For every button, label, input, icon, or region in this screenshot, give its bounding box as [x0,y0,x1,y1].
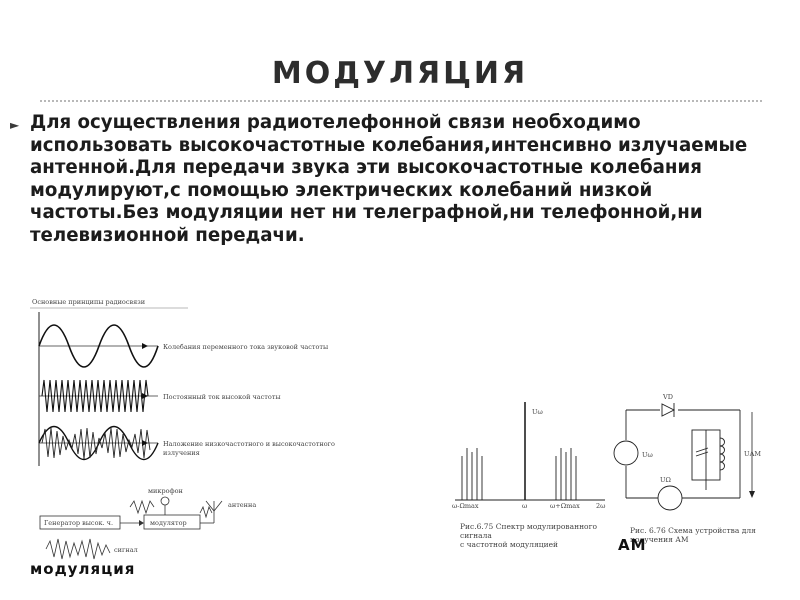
circuit-caption-line1: Рис. 6.76 Схема устройства для [630,526,756,535]
output-signal-label: сигнал [114,546,138,554]
modulated-wave [42,428,150,459]
diode-label: VD [663,393,673,401]
source2-symbol [658,486,682,510]
circuit-caption [630,526,780,544]
source1-symbol [614,441,638,465]
title-divider [40,100,762,102]
footer-label-right: АМ [618,536,647,554]
spectrum-caption [460,522,610,549]
source1-label: Uω [642,451,653,459]
coil-symbol [720,438,725,470]
spectrum-figure [450,400,610,515]
wave-figure [30,288,360,478]
modulator-label: модулятор [150,519,187,527]
spectrum-caption-line2: с частотной модуляцией [460,540,559,549]
spectrum-caption-line1: Рис.6.75 Спектр модулированного сигнала [460,522,598,540]
microphone-label: микрофон [148,487,183,495]
circuit-caption-line2: получения АМ [630,535,689,544]
triangle-bullet-icon: ► [10,118,20,132]
circuit-figure [608,390,768,520]
spectrum-lines [462,448,576,500]
x-label-2: ω [522,502,528,510]
x-label-1: ω-Ωmax [452,502,479,510]
row2-label: Постоянный ток высокой частоты [163,393,281,401]
antenna-label: антенна [228,501,257,509]
row1-label: Колебания переменного тока звуковой частоты [163,343,329,351]
slide-title: МОДУЛЯЦИЯ [271,56,529,91]
source2-label: UΩ [660,476,671,484]
wave-figure-heading: Основные принципы радиосвязи [32,298,146,306]
footer-label-left: модуляция [30,560,136,578]
diode-symbol [662,404,674,416]
x-label-4: 2ω [596,502,606,510]
generator-label: Генератор высок. ч. [44,519,114,527]
row3-label-line1: Наложение низкочастотного и высокочастотного [163,440,335,448]
x-label-3: ω+Ωmax [550,502,580,510]
output-label: UАМ [744,450,762,458]
row3-label-line2: излучения [163,449,200,457]
spectrum-y-label: Uω [532,408,543,416]
body-paragraph: Для осуществления радиотелефонной связи необходимо использовать высокочастотные колебания,интенсивно излучаемые антенной.Для передачи звука эти высокочастотные колебания модулируют,с помощью электрических колебаний низкой частоты.Без модуляции нет ни телеграфной,ни телефонной,ни телевизионной передачи. [30,112,748,246]
